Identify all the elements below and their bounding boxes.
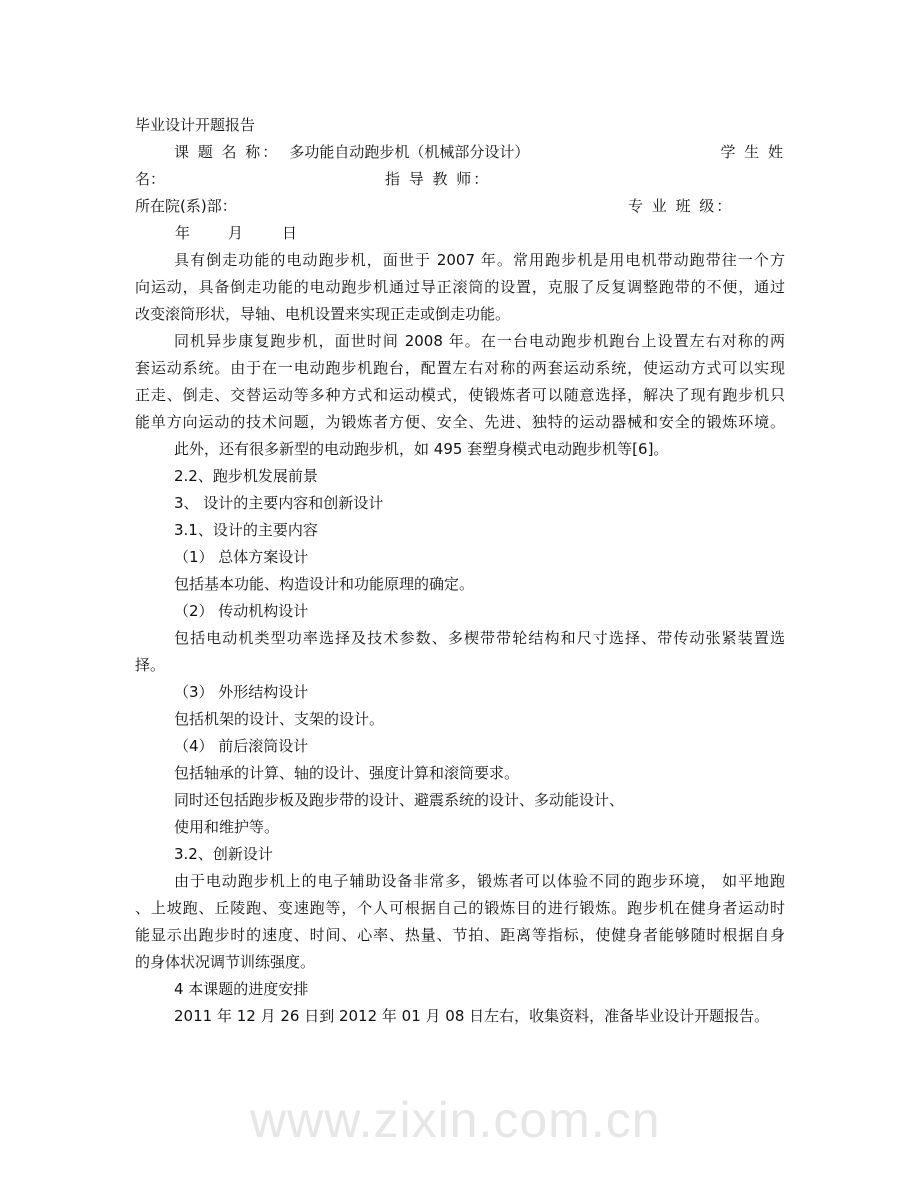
student-label-cont: 名： [135, 170, 166, 188]
document-page [135, 112, 785, 1030]
month-label: 月 [228, 224, 244, 242]
paragraph-line: 改变滚筒形状，导轴、电机设置来实现正走或倒走功能。 [135, 305, 511, 323]
watermark: www.zixin.com.cn [250, 1092, 661, 1148]
paragraph-line: 套运动系统。由于在一电动跑步机跑台，配置左右对称的两套运动系统，使运动方式可以实现 [135, 359, 785, 377]
paragraph-line: 2011 年 12 月 26 日到 2012 年 01 月 08 日左右，收集资料，准备毕业设计开题报告。 [174, 1007, 770, 1025]
section-heading: 3.1、设计的主要内容 [174, 521, 318, 539]
topic-row [135, 139, 785, 166]
year-label: 年 [175, 224, 191, 242]
paragraph-line: 包括电动机类型功率选择及技术参数、多楔带带轮结构和尺寸选择、带传动张紧装置选 [174, 629, 785, 647]
paragraph-line: 具有倒走功能的电动跑步机，面世于 2007 年。常用跑步机是用电机带动跑带往一个方 [174, 251, 785, 269]
topic-value: 多功能自动跑步机（机械部分设计） [289, 143, 530, 161]
day-label: 日 [282, 224, 298, 242]
section-heading: 4 本课题的进度安排 [174, 980, 309, 998]
paragraph-line: 、上坡跑、丘陵跑、变速跑等，个人可根据自己的锻炼目的进行锻炼。跑步机在健身者运动时 [135, 899, 785, 917]
date-row [135, 220, 785, 247]
paragraph-line: 同时还包括跑步板及跑步带的设计、避震系统的设计、多动能设计、 [174, 791, 625, 809]
paragraph-line: 使用和维护等。 [174, 818, 280, 836]
section-heading: 2.2、跑步机发展前景 [174, 467, 318, 485]
major-label: 专 业 班 级： [628, 197, 734, 215]
paragraph-line: 包括机架的设计、支架的设计。 [174, 710, 385, 728]
section-heading: 3.2、创新设计 [174, 845, 273, 863]
subsection-heading: （2） 传动机构设计 [174, 602, 309, 620]
paragraph-line: 由于电动跑步机上的电子辅助设备非常多，锻炼者可以体验不同的跑步环境， 如平地跑 [174, 872, 785, 890]
dept-label: 所在院(系)部： [135, 197, 237, 215]
paragraph-line: 包括轴承的计算、轴的设计、强度计算和滚筒要求。 [174, 764, 520, 782]
dept-major-row [135, 193, 785, 220]
paragraph-line: 包括基本功能、构造设计和功能原理的确定。 [174, 575, 475, 593]
topic-label: 课 题 名 称： [174, 143, 280, 161]
document-title: 毕业设计开题报告 [135, 116, 256, 134]
paragraph-line: 能显示出跑步时的速度、时间、心率、热量、节拍、距离等指标，使健身者能够随时根据自身 [135, 926, 785, 944]
advisor-label: 指 导 教 师： [385, 170, 491, 188]
paragraph-line: 向运动，具备倒走功能的电动跑步机通过导正滚筒的设置，克服了反复调整跑带的不便，通过 [135, 278, 785, 296]
paragraph-line: 的身体状况调节训练强度。 [135, 953, 316, 971]
paragraph-line: 此外，还有很多新型的电动跑步机，如 495 套塑身模式电动跑步机等[6]。 [174, 440, 669, 458]
name-advisor-row [135, 166, 785, 193]
paragraph-line: 同机异步康复跑步机，面世时间 2008 年。在一台电动跑步机跑台上设置左右对称的两 [174, 332, 785, 350]
student-label: 学 生 姓 [720, 143, 785, 161]
paragraph-line: 能单方向运动的技术问题，为锻炼者方便、安全、先进、独特的运动器械和安全的锻炼环境。 [135, 413, 785, 431]
section-heading: 3、 设计的主要内容和创新设计 [174, 494, 384, 512]
paragraph-line: 正走、倒走、交替运动等多种方式和运动模式，使锻炼者可以随意选择，解决了现有跑步机只 [135, 386, 785, 404]
subsection-heading: （3） 外形结构设计 [174, 683, 309, 701]
subsection-heading: （4） 前后滚筒设计 [174, 737, 309, 755]
subsection-heading: （1） 总体方案设计 [174, 548, 309, 566]
paragraph-line: 择。 [135, 656, 166, 674]
